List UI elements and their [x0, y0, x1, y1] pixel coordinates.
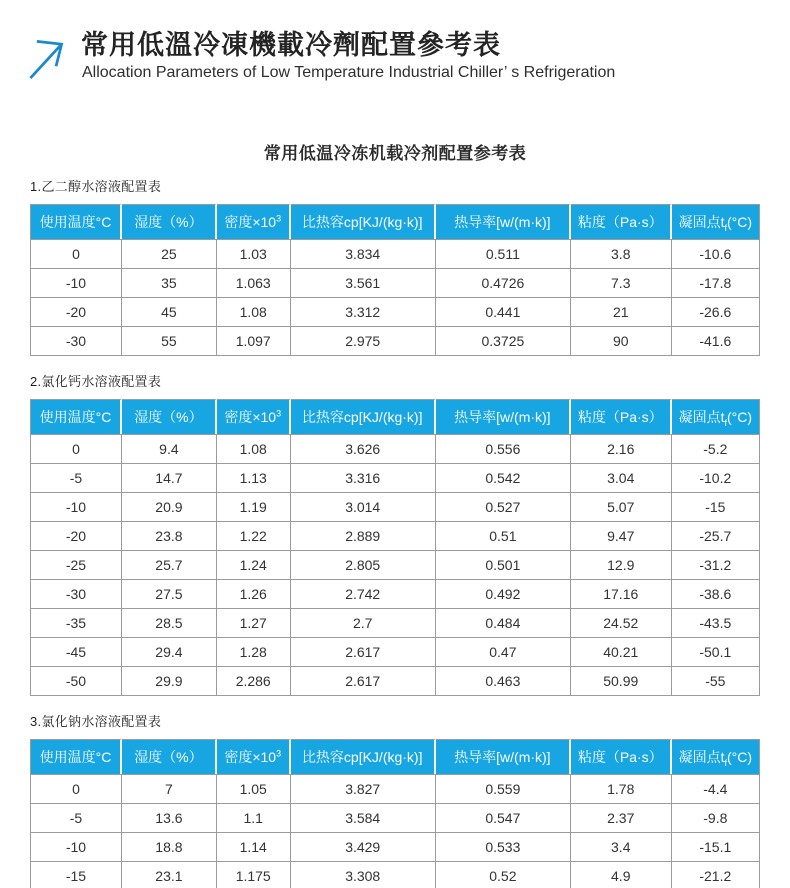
table-cell: 35 — [122, 269, 217, 298]
table-cell: 14.7 — [122, 464, 217, 493]
table-cell: 3.316 — [291, 464, 436, 493]
table-cell: 0 — [30, 434, 122, 464]
table-row — [30, 609, 760, 638]
table-cell: 1.22 — [217, 522, 291, 551]
table-cell: -15 — [30, 862, 122, 888]
table-cell: 0.47 — [436, 638, 571, 667]
column-header: 粘度（Pa·s） — [571, 739, 672, 774]
table-row — [30, 638, 760, 667]
table-cell: -21.2 — [672, 862, 760, 888]
table-cell: 0.51 — [436, 522, 571, 551]
table-row — [30, 862, 760, 888]
table-row — [30, 269, 760, 298]
section-label: 1.乙二醇水溶液配置表 — [30, 179, 162, 195]
table-cell: 13.6 — [122, 804, 217, 833]
table-cell: 2.37 — [571, 804, 672, 833]
table-cell: 1.19 — [217, 493, 291, 522]
table-cell: 23.1 — [122, 862, 217, 888]
table-cell: 1.08 — [217, 434, 291, 464]
brand-text — [81, 30, 615, 82]
doc-title: 常用低温冷冻机载冷剂配置参考表 — [263, 144, 527, 164]
column-header: 使用温度°C — [30, 399, 122, 434]
table-cell: 0.533 — [436, 833, 571, 862]
table-cell: 24.52 — [571, 609, 672, 638]
column-header: 比热容cp[KJ/(kg·k)] — [291, 204, 436, 239]
table-row — [30, 464, 760, 493]
table-cell: 1.1 — [217, 804, 291, 833]
table-cell: 0.441 — [436, 298, 571, 327]
table-cell: 2.889 — [291, 522, 436, 551]
table-cell: 0.501 — [436, 551, 571, 580]
column-header: 使用温度°C — [30, 204, 122, 239]
table-cell: -45 — [30, 638, 122, 667]
table-cell: 3.014 — [291, 493, 436, 522]
column-header: 凝固点$t_f(^\circ C)$ — [672, 399, 760, 434]
table-cell: -35 — [30, 609, 122, 638]
table-row — [30, 551, 760, 580]
table-cell: 4.9 — [571, 862, 672, 888]
table-row — [30, 493, 760, 522]
table-cell: 2.975 — [291, 327, 436, 356]
table-cell: 7 — [122, 774, 217, 804]
table-cell: -15 — [672, 493, 760, 522]
brand-title: 常用低溫冷凍機載冷劑配置參考表 — [81, 30, 501, 60]
table-cell: 40.21 — [571, 638, 672, 667]
column-header: 粘度（Pa·s） — [571, 204, 672, 239]
table-cell: 20.9 — [122, 493, 217, 522]
parameters-table — [30, 399, 760, 696]
table-cell: 0.559 — [436, 774, 571, 804]
table-cell: -17.8 — [672, 269, 760, 298]
solution-section — [30, 371, 760, 696]
table-cell: 0.511 — [436, 239, 571, 269]
table-row — [30, 434, 760, 464]
table-cell: 2.16 — [571, 434, 672, 464]
table-cell: 25 — [122, 239, 217, 269]
table-cell: 0.556 — [436, 434, 571, 464]
table-cell: 0.547 — [436, 804, 571, 833]
parameters-table — [30, 204, 760, 356]
table-cell: 1.097 — [217, 327, 291, 356]
table-cell: 1.05 — [217, 774, 291, 804]
table-cell: 1.26 — [217, 580, 291, 609]
table-cell: 29.9 — [122, 667, 217, 696]
table-cell: -43.5 — [672, 609, 760, 638]
table-cell: 3.312 — [291, 298, 436, 327]
table-cell: -30 — [30, 580, 122, 609]
table-cell: 1.13 — [217, 464, 291, 493]
table-cell: 1.27 — [217, 609, 291, 638]
table-row — [30, 522, 760, 551]
brand-header — [0, 0, 790, 82]
table-cell: 9.4 — [122, 434, 217, 464]
table-cell: 2.617 — [291, 638, 436, 667]
column-header: 热导率[w/(m·k)] — [436, 399, 571, 434]
column-header: 热导率[w/(m·k)] — [436, 204, 571, 239]
table-cell: 23.8 — [122, 522, 217, 551]
table-cell: 18.8 — [122, 833, 217, 862]
table-row — [30, 298, 760, 327]
table-cell: 29.4 — [122, 638, 217, 667]
table-row — [30, 804, 760, 833]
table-cell: 28.5 — [122, 609, 217, 638]
table-cell: -20 — [30, 298, 122, 327]
column-header: 比热容cp[KJ/(kg·k)] — [291, 739, 436, 774]
table-cell: 3.561 — [291, 269, 436, 298]
table-cell: 3.4 — [571, 833, 672, 862]
table-cell: 2.617 — [291, 667, 436, 696]
table-cell: 25.7 — [122, 551, 217, 580]
table-cell: 1.063 — [217, 269, 291, 298]
table-cell: -10.2 — [672, 464, 760, 493]
table-cell: 3.429 — [291, 833, 436, 862]
table-cell: 0.492 — [436, 580, 571, 609]
column-header: 凝固点$t_f(^\circ C)$ — [672, 204, 760, 239]
table-cell: 3.584 — [291, 804, 436, 833]
solution-section — [30, 176, 760, 356]
table-cell: 55 — [122, 327, 217, 356]
table-cell: 50.99 — [571, 667, 672, 696]
table-cell: -5 — [30, 804, 122, 833]
table-cell: -20 — [30, 522, 122, 551]
table-cell: 45 — [122, 298, 217, 327]
table-row — [30, 833, 760, 862]
table-cell: 3.827 — [291, 774, 436, 804]
table-row — [30, 667, 760, 696]
column-header: 比热容cp[KJ/(kg·k)] — [291, 399, 436, 434]
table-cell: -5 — [30, 464, 122, 493]
table-cell: 1.28 — [217, 638, 291, 667]
table-cell: -25 — [30, 551, 122, 580]
table-cell: -38.6 — [672, 580, 760, 609]
table-cell: -50.1 — [672, 638, 760, 667]
table-cell: -4.4 — [672, 774, 760, 804]
section-label: 2.氯化钙水溶液配置表 — [30, 374, 162, 390]
table-cell: -9.8 — [672, 804, 760, 833]
table-cell: -10.6 — [672, 239, 760, 269]
solution-section — [30, 711, 760, 888]
table-cell: 3.04 — [571, 464, 672, 493]
table-row — [30, 774, 760, 804]
table-cell: 0.527 — [436, 493, 571, 522]
table-cell: 3.626 — [291, 434, 436, 464]
table-cell: 0.3725 — [436, 327, 571, 356]
table-cell: 0.484 — [436, 609, 571, 638]
table-cell: 1.14 — [217, 833, 291, 862]
table-cell: -55 — [672, 667, 760, 696]
table-cell: 0.463 — [436, 667, 571, 696]
tables-container — [30, 176, 760, 888]
table-cell: -31.2 — [672, 551, 760, 580]
table-cell: 12.9 — [571, 551, 672, 580]
table-cell: -50 — [30, 667, 122, 696]
table-cell: -25.7 — [672, 522, 760, 551]
table-cell: 1.03 — [217, 239, 291, 269]
table-cell: 2.7 — [291, 609, 436, 638]
table-cell: -15.1 — [672, 833, 760, 862]
table-cell: 1.24 — [217, 551, 291, 580]
table-cell: 3.308 — [291, 862, 436, 888]
table-cell: 5.07 — [571, 493, 672, 522]
table-cell: -26.6 — [672, 298, 760, 327]
table-cell: 7.3 — [571, 269, 672, 298]
table-cell: 2.286 — [217, 667, 291, 696]
table-cell: 0 — [30, 239, 122, 269]
table-cell: 0.4726 — [436, 269, 571, 298]
table-cell: -30 — [30, 327, 122, 356]
column-header: 密度$\times 10^3$ — [217, 739, 291, 774]
table-cell: 0.52 — [436, 862, 571, 888]
table-cell: 1.78 — [571, 774, 672, 804]
table-cell: 3.8 — [571, 239, 672, 269]
table-row — [30, 239, 760, 269]
column-header: 湿度（%） — [122, 399, 217, 434]
table-cell: 3.834 — [291, 239, 436, 269]
table-cell: -5.2 — [672, 434, 760, 464]
brand-subtitle: Allocation Parameters of Low Temperature Industrial Chiller’ s Refrigeration — [82, 64, 616, 82]
table-cell: 0.542 — [436, 464, 571, 493]
table-cell: 27.5 — [122, 580, 217, 609]
column-header: 使用温度°C — [30, 739, 122, 774]
column-header: 密度$\times 10^3$ — [217, 204, 291, 239]
table-cell: 2.805 — [291, 551, 436, 580]
column-header: 湿度（%） — [122, 739, 217, 774]
table-row — [30, 580, 760, 609]
table-cell: 9.47 — [571, 522, 672, 551]
table-cell: 1.08 — [217, 298, 291, 327]
column-header: 湿度（%） — [122, 204, 217, 239]
column-header: 热导率[w/(m·k)] — [436, 739, 571, 774]
section-label: 3.氯化钠水溶液配置表 — [30, 714, 162, 730]
table-cell: 1.175 — [217, 862, 291, 888]
column-header: 凝固点$t_f(^\circ C)$ — [672, 739, 760, 774]
table-row — [30, 327, 760, 356]
arrow-up-right-icon — [24, 33, 68, 81]
table-cell: 2.742 — [291, 580, 436, 609]
table-cell: 21 — [571, 298, 672, 327]
table-cell: 90 — [571, 327, 672, 356]
table-cell: -10 — [30, 493, 122, 522]
table-cell: -41.6 — [672, 327, 760, 356]
table-cell: -10 — [30, 269, 122, 298]
table-cell: 0 — [30, 774, 122, 804]
parameters-table — [30, 739, 760, 888]
column-header: 粘度（Pa·s） — [571, 399, 672, 434]
table-cell: 17.16 — [571, 580, 672, 609]
table-cell: -10 — [30, 833, 122, 862]
column-header: 密度$\times 10^3$ — [217, 399, 291, 434]
